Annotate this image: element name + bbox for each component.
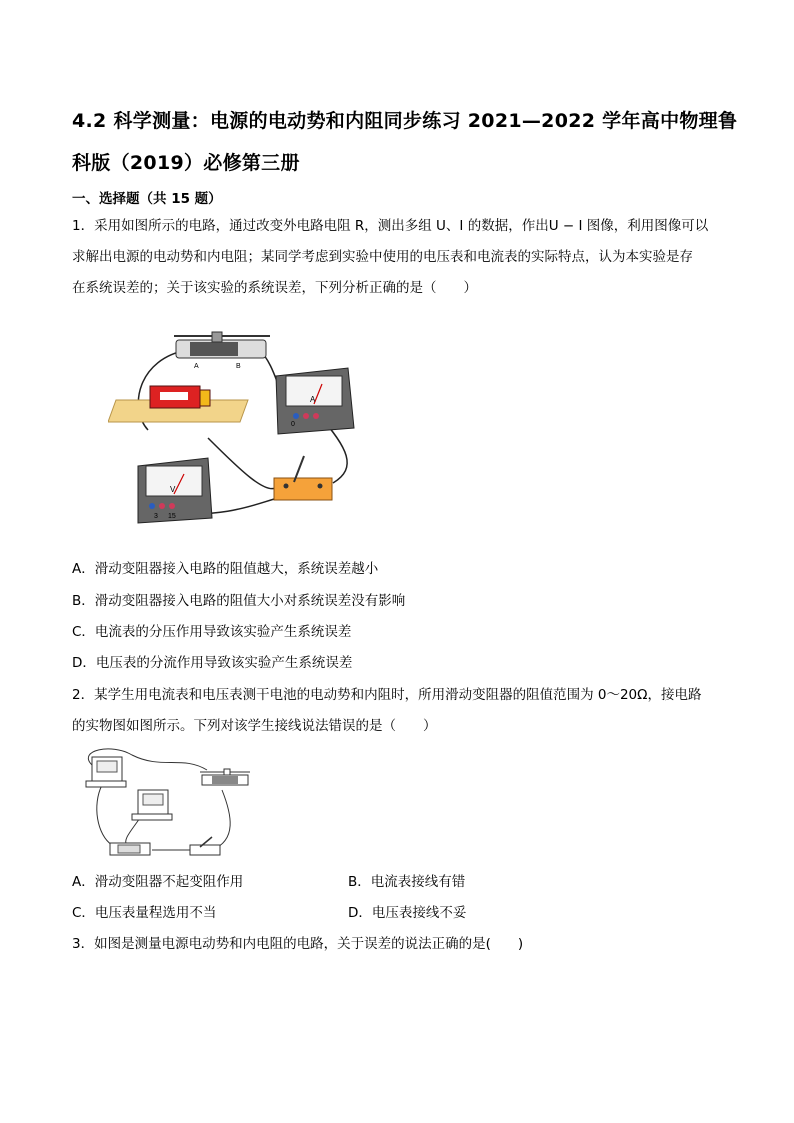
- voltmeter-terminal-15: 15: [168, 513, 176, 520]
- ammeter: [276, 368, 354, 434]
- q2-voltmeter: [132, 790, 172, 820]
- q1-circuit-figure: [108, 318, 370, 528]
- q2-option-c: C．电压表量程选用不当: [72, 905, 217, 921]
- q1-stem-line-3: 在系统误差的；关于该实验的系统误差，下列分析正确的是（ ）: [72, 280, 477, 296]
- switch: [274, 456, 332, 500]
- section-heading: 一、选择题（共 15 题）: [72, 191, 222, 207]
- q2-option-d: D．电压表接线不妥: [348, 905, 467, 921]
- wire: [97, 785, 112, 845]
- rheostat-label-a: A: [194, 363, 199, 370]
- ammeter-symbol: A: [310, 395, 316, 404]
- q1-option-b: B．滑动变阻器接入电路的阻值大小对系统误差没有影响: [72, 593, 406, 609]
- q2-rheostat: [200, 769, 250, 785]
- voltmeter-terminal-3: 3: [154, 513, 158, 520]
- ammeter-terminal-0: 0: [291, 421, 295, 428]
- q1-option-c: C．电流表的分压作用导致该实验产生系统误差: [72, 624, 352, 640]
- voltmeter-symbol: V: [170, 485, 176, 494]
- q1-option-a: A．滑动变阻器接入电路的阻值越大，系统误差越小: [72, 561, 379, 577]
- q2-option-a: A．滑动变阻器不起变阻作用: [72, 874, 244, 890]
- q3-stem-line-1: 3．如图是测量电源电动势和内电阻的电路，关于误差的说法正确的是( ): [72, 936, 524, 952]
- q2-switch: [190, 837, 220, 855]
- document-title-line-1: 4.2 科学测量：电源的电动势和内阻同步练习 2021—2022 学年高中物理鲁: [72, 110, 738, 132]
- q2-option-b: B．电流表接线有错: [348, 874, 466, 890]
- q2-stem-line-2: 的实物图如图所示。下列对该学生接线说法错误的是（ ）: [72, 718, 437, 734]
- q1-stem-line-2: 求解出电源的电动势和内电阻；某同学考虑到实验中使用的电压表和电流表的实际特点，认为本实验是存: [72, 249, 693, 265]
- q1-stem-line-1: 1．采用如图所示的电路，通过改变外电路电阻 R，测出多组 U、I 的数据，作出U − I 图像，利用图像可以: [72, 218, 709, 234]
- wire: [208, 438, 278, 489]
- q2-stem-line-1: 2．某学生用电流表和电压表测干电池的电动势和内阻时，所用滑动变阻器的阻值范围为 0～20Ω，接电路: [72, 687, 702, 703]
- document-title-line-2: 科版（2019）必修第三册: [72, 152, 300, 174]
- battery: [150, 386, 210, 408]
- q2-circuit-figure: [72, 745, 252, 863]
- voltmeter: [138, 458, 212, 523]
- rheostat-label-b: B: [236, 363, 241, 370]
- q2-ammeter: [86, 757, 126, 787]
- q2-battery: [110, 843, 150, 855]
- q1-option-d: D．电压表的分流作用导致该实验产生系统误差: [72, 655, 353, 671]
- wire: [212, 790, 230, 850]
- rheostat: [174, 332, 270, 370]
